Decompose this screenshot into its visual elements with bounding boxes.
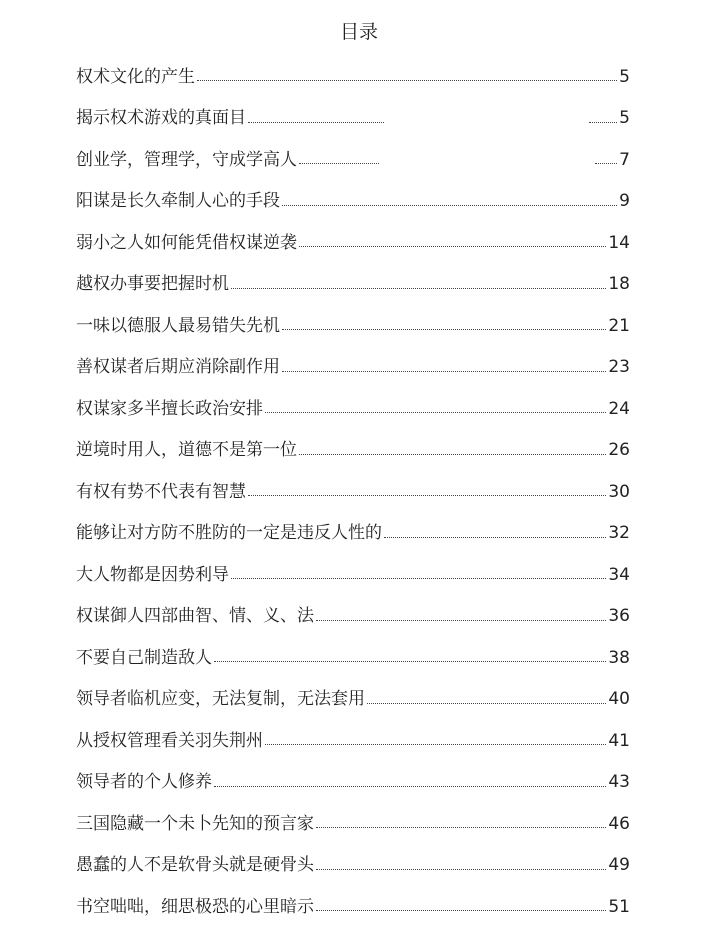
toc-entry-page: 26 <box>608 440 630 461</box>
toc-entry[interactable] <box>76 181 630 223</box>
toc-entry[interactable] <box>76 513 630 555</box>
toc-entry-title: 一味以德服人最易错失先机 <box>76 315 280 336</box>
toc-entry-title: 权谋家多半擅长政治安排 <box>76 398 263 419</box>
toc-entry[interactable] <box>76 139 630 181</box>
toc-entry-page: 30 <box>608 481 630 502</box>
toc-entry-page: 46 <box>608 813 630 834</box>
dot-leader <box>197 80 617 81</box>
toc-entry-page: 40 <box>608 689 630 710</box>
toc-entry-title: 从授权管理看关羽失荆州 <box>76 730 263 751</box>
toc-entry-page: 21 <box>608 315 630 336</box>
toc-entry-page: 18 <box>608 274 630 295</box>
toc-entry[interactable] <box>76 762 630 804</box>
toc-entry-page: 38 <box>608 647 630 668</box>
dot-leader <box>248 122 384 123</box>
toc-entry-page: 7 <box>619 149 630 170</box>
dot-leader <box>214 786 606 787</box>
dot-leader <box>384 537 606 538</box>
dot-leader <box>299 454 606 455</box>
dot-leader <box>299 246 606 247</box>
toc-entry[interactable] <box>76 264 630 306</box>
toc-entry[interactable] <box>76 98 630 140</box>
toc-entry-title: 创业学，管理学，守成学高人 <box>76 149 297 170</box>
dot-leader <box>231 578 606 579</box>
dot-leader <box>316 827 606 828</box>
toc-entry-title: 书空咄咄，细思极恐的心里暗示 <box>76 896 314 917</box>
toc-entry[interactable] <box>76 637 630 679</box>
toc-entry-title: 权谋御人四部曲智、情、义、法 <box>76 606 314 627</box>
toc-entry-page: 51 <box>608 896 630 917</box>
dot-leader <box>316 910 606 911</box>
dot-leader <box>595 163 617 164</box>
dot-leader <box>367 703 606 704</box>
toc-title: 目录 <box>339 21 378 43</box>
toc-entry-title: 阳谋是长久牵制人心的手段 <box>76 191 280 212</box>
toc-entry[interactable] <box>76 222 630 264</box>
toc-entry[interactable] <box>76 845 630 887</box>
toc-entry[interactable] <box>76 430 630 472</box>
toc-entry[interactable] <box>76 56 630 98</box>
dot-leader <box>265 412 606 413</box>
dot-leader <box>589 122 617 123</box>
toc-entry[interactable] <box>76 388 630 430</box>
toc-entry-title: 逆境时用人，道德不是第一位 <box>76 440 297 461</box>
dot-leader <box>282 329 606 330</box>
toc-entry-title: 权术文化的产生 <box>76 66 195 87</box>
dot-leader <box>316 869 606 870</box>
toc-entry-page: 24 <box>608 398 630 419</box>
dot-leader <box>231 288 606 289</box>
toc-entry-title: 弱小之人如何能凭借权谋逆袭 <box>76 232 297 253</box>
dot-leader <box>265 744 606 745</box>
toc-entry[interactable] <box>76 803 630 845</box>
toc-entry-page: 5 <box>619 108 630 129</box>
toc-entry-title: 领导者临机应变，无法复制，无法套用 <box>76 689 365 710</box>
toc-entry-page: 5 <box>619 66 630 87</box>
dot-leader <box>316 620 606 621</box>
toc-entry[interactable] <box>76 305 630 347</box>
toc-entry-page: 34 <box>608 564 630 585</box>
toc-entry-page: 36 <box>608 606 630 627</box>
toc-entry[interactable] <box>76 471 630 513</box>
toc-entry-page: 43 <box>608 772 630 793</box>
toc-entry-title: 领导者的个人修养 <box>76 772 212 793</box>
toc-entry-title: 大人物都是因势利导 <box>76 564 229 585</box>
toc-entry[interactable] <box>76 720 630 762</box>
toc-entry[interactable] <box>76 596 630 638</box>
toc-entry[interactable] <box>76 886 630 928</box>
dot-leader <box>214 661 606 662</box>
toc-entry-title: 越权办事要把握时机 <box>76 274 229 295</box>
dot-leader <box>299 163 379 164</box>
toc-entry-title: 揭示权术游戏的真面目 <box>76 108 246 129</box>
toc-entry-title: 能够让对方防不胜防的一定是违反人性的 <box>76 523 382 544</box>
toc-entry-title: 不要自己制造敌人 <box>76 647 212 668</box>
dot-leader <box>282 371 606 372</box>
toc-entry-page: 49 <box>608 855 630 876</box>
toc-entry-page: 23 <box>608 357 630 378</box>
toc-entry-page: 32 <box>608 523 630 544</box>
toc-entry[interactable] <box>76 679 630 721</box>
dot-leader <box>248 495 606 496</box>
toc-entry-title: 愚蠢的人不是软骨头就是硬骨头 <box>76 855 314 876</box>
toc-entry-title: 三国隐藏一个未卜先知的预言家 <box>76 813 314 834</box>
toc-entry-page: 14 <box>608 232 630 253</box>
toc-entry-page: 9 <box>619 191 630 212</box>
dot-leader <box>282 205 617 206</box>
toc-entry-title: 有权有势不代表有智慧 <box>76 481 246 502</box>
table-of-contents <box>76 56 630 928</box>
toc-entry-page: 41 <box>608 730 630 751</box>
toc-entry-title: 善权谋者后期应消除副作用 <box>76 357 280 378</box>
toc-entry[interactable] <box>76 554 630 596</box>
toc-entry[interactable] <box>76 347 630 389</box>
